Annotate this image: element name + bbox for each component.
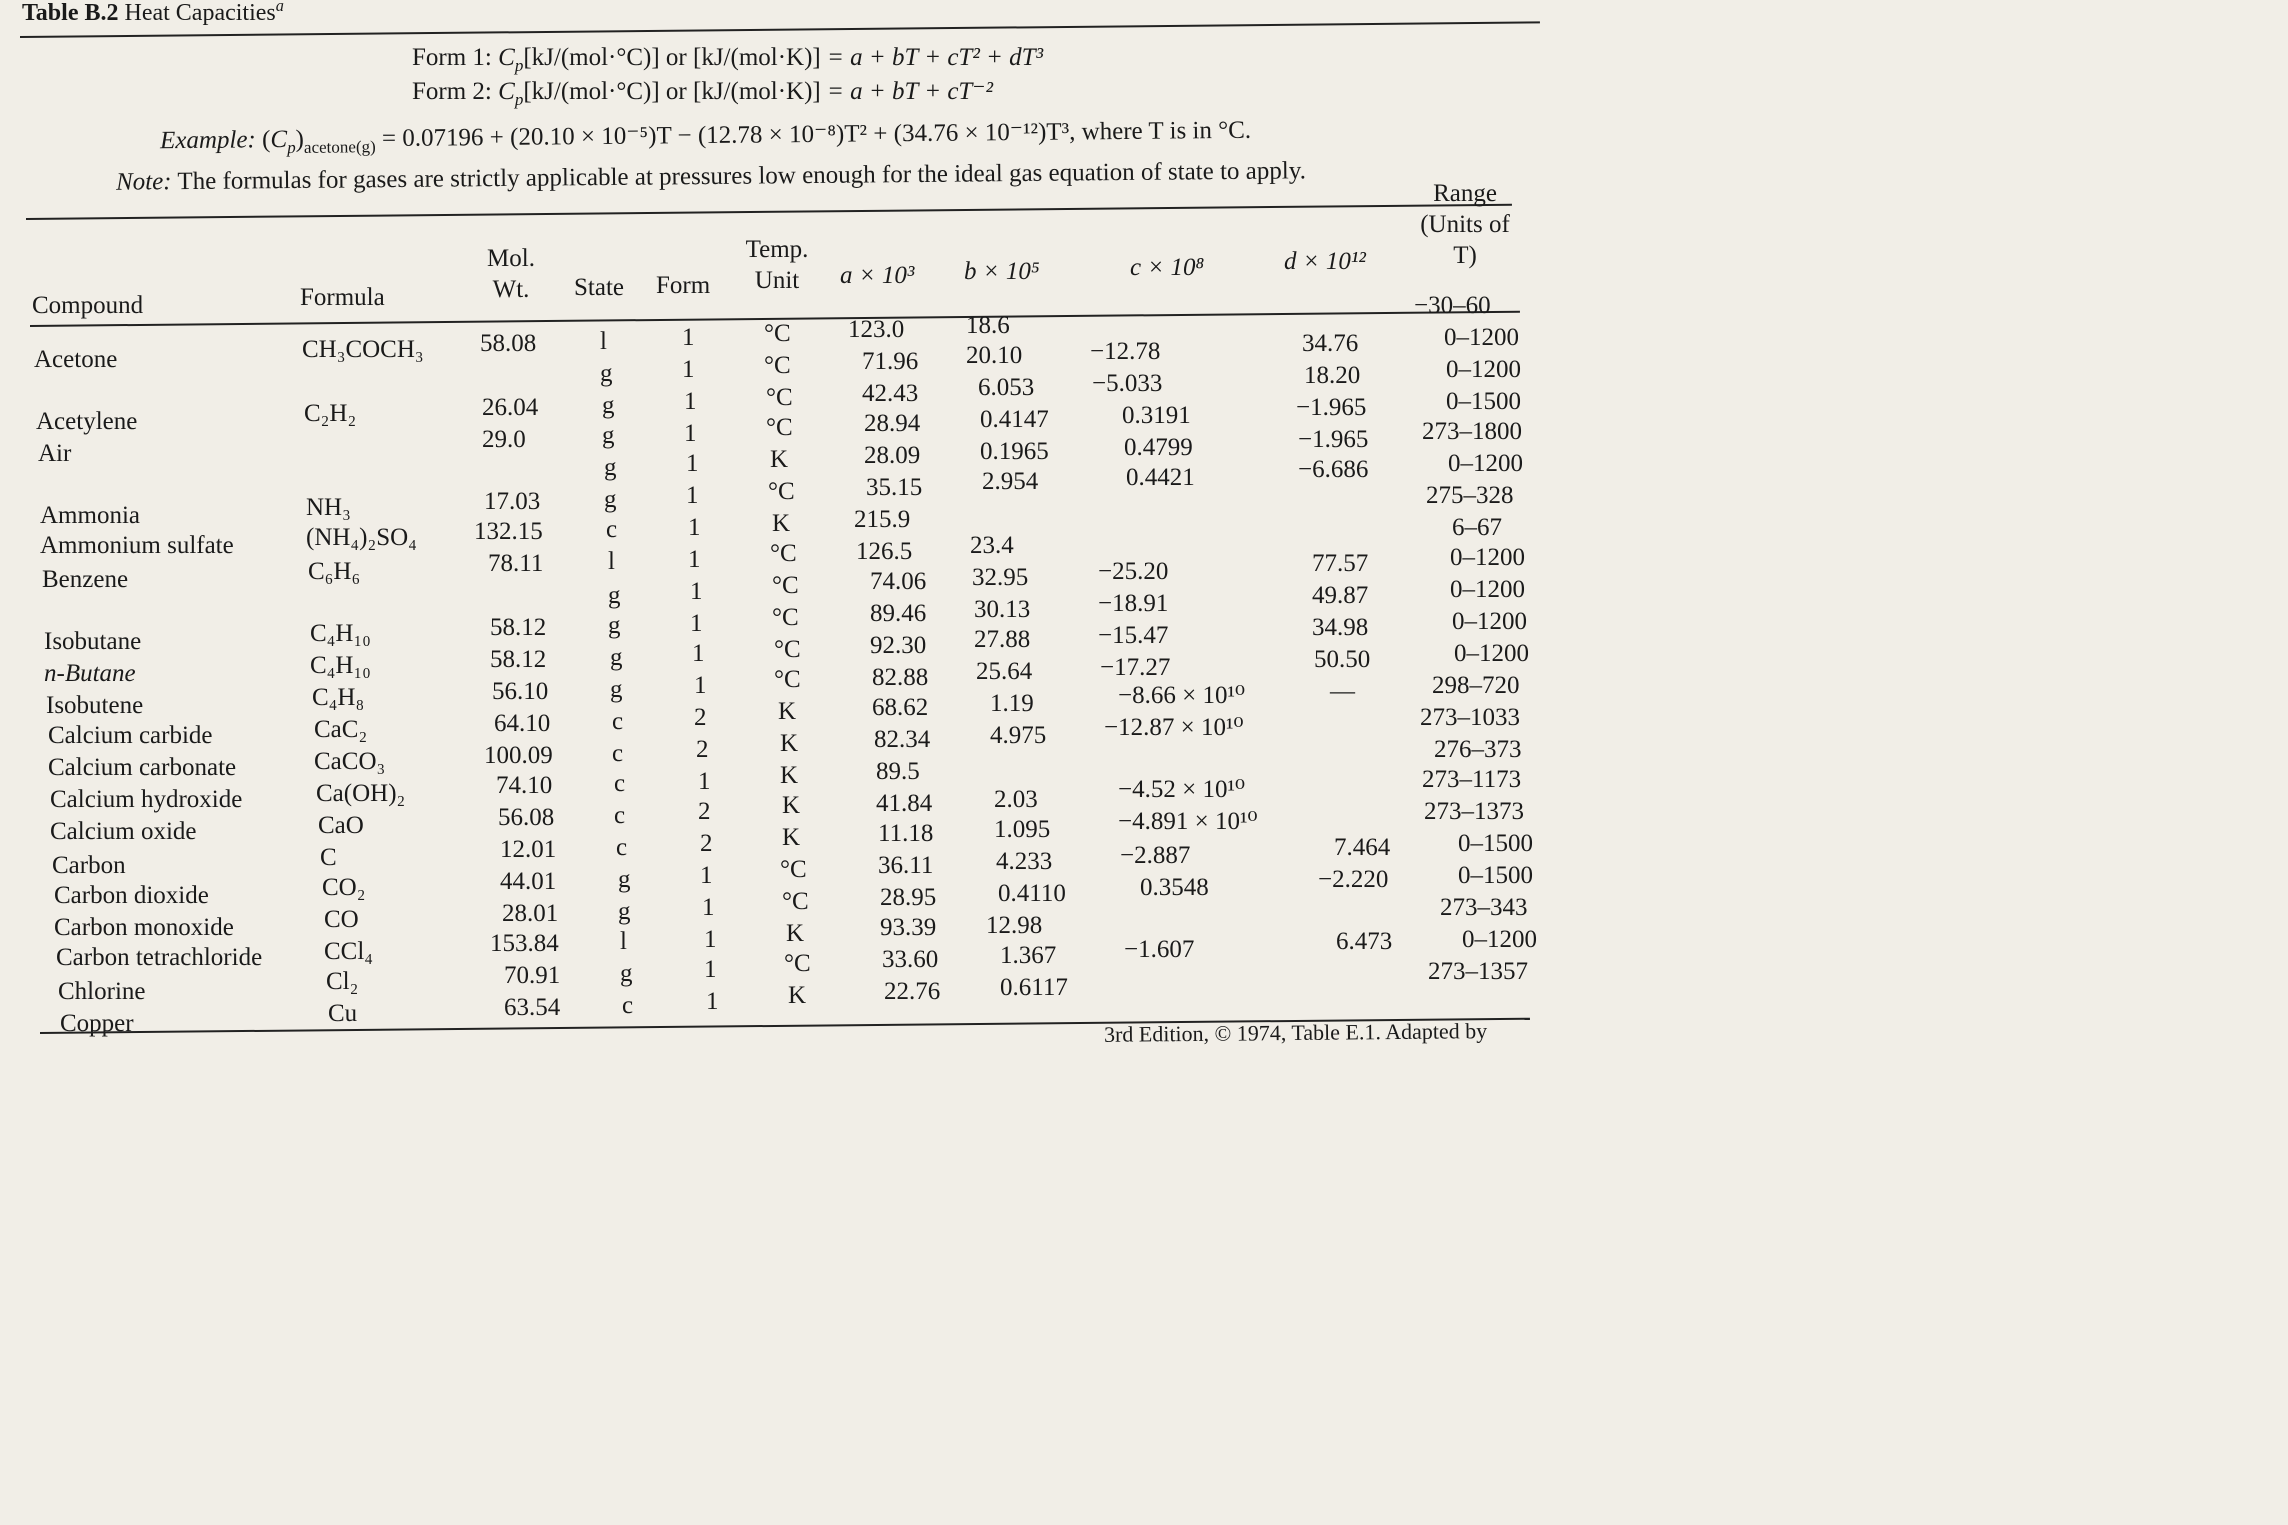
state-cell: c bbox=[616, 834, 628, 861]
compound-name: Calcium carbide bbox=[48, 722, 213, 749]
a-cell: 71.96 bbox=[862, 348, 919, 375]
form-cell: 2 bbox=[694, 704, 707, 731]
temp-unit-cell: K bbox=[786, 920, 805, 947]
compound-name: Carbon bbox=[52, 852, 126, 879]
a-cell: 22.76 bbox=[884, 978, 941, 1005]
range-cell: 0–1200 bbox=[1452, 608, 1527, 635]
c-cell: 0.4799 bbox=[1124, 434, 1193, 461]
state-cell: g bbox=[618, 866, 631, 893]
range-cell: 6–67 bbox=[1452, 514, 1502, 541]
b-cell: 4.975 bbox=[990, 722, 1047, 749]
molwt-cell: 28.01 bbox=[502, 900, 559, 927]
b-cell: 0.1965 bbox=[980, 438, 1049, 465]
state-cell: g bbox=[610, 676, 623, 703]
form1-label: Form 1: bbox=[412, 44, 492, 71]
d-cell: 77.57 bbox=[1312, 550, 1369, 577]
formula-cell: CaCO₃ bbox=[314, 748, 386, 775]
form2-label: Form 2: bbox=[412, 78, 492, 105]
temp-unit-cell: °C bbox=[772, 604, 799, 631]
compound-name: Air bbox=[38, 440, 72, 467]
c-cell: −25.20 bbox=[1098, 558, 1169, 585]
temp-unit-cell: °C bbox=[780, 856, 807, 883]
formula-cell: CO bbox=[324, 906, 359, 933]
state-cell: g bbox=[618, 898, 631, 925]
c-cell: −12.78 bbox=[1090, 338, 1161, 365]
range-cell: 298–720 bbox=[1432, 672, 1520, 699]
form1-line: Form 1: $C_p[kJ/(mol\cdot^\circ C)]$ or [kJ/(mol·K)] = a + bT + cT² + dT³ bbox=[412, 44, 1044, 75]
formula-cell: C₂H₂ bbox=[304, 400, 357, 427]
c-cell: 0.3191 bbox=[1122, 402, 1191, 429]
form-cell: 1 bbox=[700, 862, 713, 889]
molwt-cell: 74.10 bbox=[496, 772, 553, 799]
header-c: c × 10⁸ bbox=[1130, 254, 1205, 281]
example-line: Example: $(C_p)_{acetone(g)} = 0.07196 + (20.10 \times 10^{-5})T - (12.78 \times 10^{-8})T^2 + (34.76 \times 10^{-12})T^3$, where T is in °C. bbox=[159, 116, 1252, 158]
form-cell: 1 bbox=[686, 482, 699, 509]
compound-name: Acetone bbox=[34, 346, 118, 373]
temp-unit-cell: K bbox=[782, 824, 801, 851]
compound-name: Isobutane bbox=[44, 628, 142, 655]
temp-unit-cell: °C bbox=[766, 384, 793, 411]
range-cell: 273–1800 bbox=[1422, 418, 1522, 445]
c-cell: −18.91 bbox=[1098, 590, 1169, 617]
formula-cell: C₄H₁₀ bbox=[310, 652, 371, 679]
table-title: Heat Capacities bbox=[124, 0, 276, 26]
molwt-cell: 12.01 bbox=[500, 836, 557, 863]
d-cell: 18.20 bbox=[1304, 362, 1361, 389]
form-cell: 1 bbox=[688, 546, 701, 573]
compound-name: Calcium hydroxide bbox=[50, 786, 243, 813]
state-cell: c bbox=[614, 802, 626, 829]
compound-name: Copper bbox=[60, 1010, 134, 1037]
temp-unit-cell: °C bbox=[770, 540, 797, 567]
b-cell: 4.233 bbox=[996, 848, 1053, 875]
state-cell: g bbox=[604, 454, 617, 481]
c-cell: −4.52 × 10¹⁰ bbox=[1118, 776, 1245, 803]
example-label: Example: bbox=[159, 126, 256, 155]
state-cell: g bbox=[620, 960, 633, 987]
range-cell: 0–1200 bbox=[1448, 450, 1523, 477]
range-cell: 273–1373 bbox=[1424, 798, 1524, 825]
header-top-rule bbox=[26, 204, 1512, 220]
state-cell: c bbox=[622, 992, 634, 1019]
d-cell: 7.464 bbox=[1334, 834, 1391, 861]
state-cell: g bbox=[608, 582, 621, 609]
formula-cell: Ca(OH)₂ bbox=[316, 780, 406, 807]
b-cell: 1.19 bbox=[990, 690, 1034, 717]
range-cell: 0–1200 bbox=[1462, 926, 1537, 953]
d-cell: 49.87 bbox=[1312, 582, 1369, 609]
range-cell: 0–1200 bbox=[1444, 324, 1519, 351]
d-cell: −2.220 bbox=[1318, 866, 1389, 893]
a-cell: 82.88 bbox=[872, 664, 929, 691]
b-cell: 32.95 bbox=[972, 564, 1029, 591]
form1-units: [kJ/(mol·°C)] or [kJ/(mol·K)] bbox=[523, 44, 821, 71]
formula-cell: C₆H₆ bbox=[308, 558, 361, 585]
form-cell: 1 bbox=[682, 324, 695, 351]
form-cell: 1 bbox=[684, 420, 697, 447]
a-cell: 28.09 bbox=[864, 442, 921, 469]
temp-unit-cell: °C bbox=[772, 572, 799, 599]
molwt-cell: 58.12 bbox=[490, 614, 547, 641]
compound-name: Ammonium sulfate bbox=[40, 532, 234, 559]
a-cell: 126.5 bbox=[856, 538, 913, 565]
temp-unit-cell: K bbox=[770, 446, 789, 473]
formula-cell: C₄H₈ bbox=[312, 684, 365, 711]
compound-name: Chlorine bbox=[58, 978, 146, 1005]
form-cell: 1 bbox=[704, 956, 717, 983]
temp-unit-cell: °C bbox=[782, 888, 809, 915]
temp-unit-cell: °C bbox=[764, 320, 791, 347]
b-cell: 2.03 bbox=[994, 786, 1038, 813]
a-cell: 74.06 bbox=[870, 568, 927, 595]
a-cell: 215.9 bbox=[854, 506, 911, 533]
a-cell: 93.39 bbox=[880, 914, 937, 941]
molwt-cell: 58.08 bbox=[480, 330, 537, 357]
b-cell: 0.6117 bbox=[1000, 974, 1068, 1001]
state-cell: l bbox=[608, 548, 615, 575]
compound-name: Isobutene bbox=[46, 692, 144, 719]
a-cell: 82.34 bbox=[874, 726, 931, 753]
d-cell: 6.473 bbox=[1336, 928, 1393, 955]
state-cell: c bbox=[612, 708, 624, 735]
c-cell: −15.47 bbox=[1098, 622, 1169, 649]
header-molwt: Mol. Wt. bbox=[487, 245, 535, 303]
temp-unit-cell: °C bbox=[774, 666, 801, 693]
b-cell: 20.10 bbox=[966, 342, 1023, 369]
state-cell: g bbox=[600, 360, 613, 387]
a-cell: 41.84 bbox=[876, 790, 933, 817]
b-cell: 25.64 bbox=[976, 658, 1033, 685]
b-cell: 12.98 bbox=[986, 912, 1043, 939]
molwt-cell: 44.01 bbox=[500, 868, 557, 895]
compound-name: Carbon tetrachloride bbox=[56, 944, 263, 971]
form-cell: 1 bbox=[694, 672, 707, 699]
temp-unit-cell: K bbox=[782, 792, 801, 819]
temp-unit-cell: K bbox=[780, 762, 799, 789]
molwt-cell: 70.91 bbox=[504, 962, 561, 989]
d-cell: — bbox=[1330, 678, 1355, 705]
molwt-cell: 132.15 bbox=[474, 518, 543, 545]
c-cell: −12.87 × 10¹⁰ bbox=[1104, 714, 1244, 741]
formula-cell: Cl₂ bbox=[326, 968, 359, 995]
range-cell: 273–1033 bbox=[1420, 704, 1520, 731]
form-cell: 1 bbox=[684, 388, 697, 415]
form-cell: 2 bbox=[696, 736, 709, 763]
range-cell: −30–60 bbox=[1414, 292, 1491, 319]
molwt-cell: 56.08 bbox=[498, 804, 555, 831]
molwt-cell: 78.11 bbox=[488, 550, 544, 577]
b-cell: 0.4110 bbox=[998, 880, 1066, 907]
range-cell: 0–1200 bbox=[1450, 544, 1525, 571]
c-cell: −8.66 × 10¹⁰ bbox=[1118, 682, 1245, 709]
a-cell: 89.46 bbox=[870, 600, 927, 627]
a-cell: 11.18 bbox=[878, 820, 934, 847]
state-cell: c bbox=[606, 516, 618, 543]
molwt-cell: 64.10 bbox=[494, 710, 551, 737]
a-cell: 92.30 bbox=[870, 632, 927, 659]
b-cell: 2.954 bbox=[982, 468, 1039, 495]
state-cell: l bbox=[600, 328, 607, 355]
range-cell: 275–328 bbox=[1426, 482, 1514, 509]
note-label: Note: bbox=[115, 168, 172, 196]
header-d: d × 10¹² bbox=[1284, 248, 1366, 275]
formula-cell: NH₃ bbox=[306, 494, 351, 521]
form-cell: 1 bbox=[688, 514, 701, 541]
header-a: a × 10³ bbox=[840, 262, 915, 289]
range-cell: 0–1500 bbox=[1458, 830, 1533, 857]
form-cell: 2 bbox=[698, 798, 711, 825]
molwt-cell: 153.84 bbox=[490, 930, 559, 957]
a-cell: 89.5 bbox=[876, 758, 920, 785]
form-cell: 2 bbox=[700, 830, 713, 857]
molwt-cell: 63.54 bbox=[504, 994, 561, 1021]
header-compound: Compound bbox=[32, 292, 144, 319]
d-cell: 34.98 bbox=[1312, 614, 1369, 641]
molwt-cell: 58.12 bbox=[490, 646, 547, 673]
d-cell: −1.965 bbox=[1296, 394, 1367, 421]
temp-unit-cell: °C bbox=[766, 414, 793, 441]
a-cell: 123.0 bbox=[848, 316, 905, 343]
temp-unit-cell: K bbox=[780, 730, 799, 757]
formula-cell: CaO bbox=[318, 812, 364, 839]
molwt-cell: 26.04 bbox=[482, 394, 539, 421]
compound-name: Benzene bbox=[42, 566, 129, 593]
formula-cell: CCl₄ bbox=[324, 938, 374, 965]
temp-unit-cell: °C bbox=[768, 478, 795, 505]
table-label: Table B.2 bbox=[22, 0, 119, 26]
form-cell: 1 bbox=[690, 610, 703, 637]
range-cell: 273–1173 bbox=[1422, 766, 1522, 793]
b-cell: 27.88 bbox=[974, 626, 1031, 653]
temp-unit-cell: °C bbox=[764, 352, 791, 379]
state-cell: g bbox=[610, 644, 623, 671]
b-cell: 6.053 bbox=[978, 374, 1035, 401]
table-title-footnote-mark: a bbox=[275, 0, 284, 15]
state-cell: g bbox=[602, 422, 615, 449]
molwt-cell: 56.10 bbox=[492, 678, 549, 705]
form-cell: 1 bbox=[706, 988, 719, 1015]
compound-name: Calcium carbonate bbox=[48, 754, 237, 781]
formula-cell: CH₃COCH₃ bbox=[302, 336, 424, 363]
c-cell: −5.033 bbox=[1092, 370, 1163, 397]
table-caption bbox=[22, 0, 284, 27]
d-cell: 50.50 bbox=[1314, 646, 1371, 673]
footnote-text: 3rd Edition, © 1974, Table E.1. Adapted by bbox=[1103, 1018, 1488, 1047]
state-cell: c bbox=[614, 770, 626, 797]
compound-name: Carbon dioxide bbox=[54, 882, 209, 909]
c-cell: 0.3548 bbox=[1140, 874, 1209, 901]
a-cell: 33.60 bbox=[882, 946, 939, 973]
example-text: = 0.07196 + (20.10 × 10⁻⁵)T − (12.78 × 10⁻⁸)T² + (34.76 × 10⁻¹²)T³, where T is in °C. bbox=[381, 116, 1252, 153]
c-cell: −4.891 × 10¹⁰ bbox=[1118, 808, 1258, 835]
state-cell: l bbox=[620, 928, 627, 955]
temp-unit-cell: K bbox=[788, 982, 807, 1009]
range-cell: 0–1500 bbox=[1458, 862, 1533, 889]
b-cell: 18.6 bbox=[966, 312, 1010, 339]
compound-name: Calcium oxide bbox=[50, 818, 197, 845]
range-cell: 0–1500 bbox=[1446, 388, 1521, 415]
range-cell: 276–373 bbox=[1434, 736, 1522, 763]
header-state: State bbox=[574, 274, 624, 301]
header-form: Form bbox=[656, 272, 711, 299]
d-cell: −6.686 bbox=[1298, 456, 1369, 483]
a-cell: 36.11 bbox=[878, 852, 934, 879]
state-cell: g bbox=[604, 486, 617, 513]
b-cell: 23.4 bbox=[970, 532, 1014, 559]
b-cell: 30.13 bbox=[974, 596, 1031, 623]
formula-cell: CaC₂ bbox=[314, 716, 368, 743]
header-b: b × 10⁵ bbox=[964, 258, 1040, 285]
state-cell: c bbox=[612, 740, 624, 767]
molwt-cell: 100.09 bbox=[484, 742, 553, 769]
c-cell: 0.4421 bbox=[1126, 464, 1195, 491]
note-text: The formulas for gases are strictly applicable at pressures low enough for the ideal gas equation of state to apply. bbox=[177, 157, 1307, 196]
c-cell: −17.27 bbox=[1100, 654, 1171, 681]
temp-unit-cell: K bbox=[772, 510, 791, 537]
c-cell: −1.607 bbox=[1124, 936, 1195, 963]
form2-line: Form 2: $C_p[kJ/(mol\cdot^\circ C)]$ or [kJ/(mol·K)] = a + bT + cT⁻² bbox=[412, 78, 994, 109]
note-line bbox=[116, 157, 1306, 196]
formula-cell: Cu bbox=[328, 1000, 358, 1027]
c-cell: −2.887 bbox=[1120, 842, 1191, 869]
form-cell: 1 bbox=[686, 450, 699, 477]
d-cell: 34.76 bbox=[1302, 330, 1359, 357]
formula-cell: C₄H₁₀ bbox=[310, 620, 371, 647]
header-range: Range (Units of T) bbox=[1420, 180, 1510, 269]
form2-rhs: = a + bT + cT⁻² bbox=[827, 78, 994, 105]
compound-name: n-Butane bbox=[44, 660, 136, 687]
form-cell: 1 bbox=[690, 578, 703, 605]
header-temp-unit: Temp. Unit bbox=[745, 236, 809, 294]
a-cell: 68.62 bbox=[872, 694, 929, 721]
range-cell: 273–343 bbox=[1440, 894, 1528, 921]
molwt-cell: 17.03 bbox=[484, 488, 541, 515]
temp-unit-cell: °C bbox=[774, 636, 801, 663]
range-cell: 273–1357 bbox=[1428, 958, 1528, 985]
form1-rhs: = a + bT + cT² + dT³ bbox=[827, 44, 1044, 71]
a-cell: 35.15 bbox=[866, 474, 923, 501]
temp-unit-cell: K bbox=[778, 698, 797, 725]
range-cell: 0–1200 bbox=[1454, 640, 1529, 667]
form-cell: 1 bbox=[692, 640, 705, 667]
form-cell: 1 bbox=[702, 894, 715, 921]
compound-name: Carbon monoxide bbox=[54, 914, 234, 941]
formula-cell: (NH₄)₂SO₄ bbox=[306, 524, 417, 551]
b-cell: 1.095 bbox=[994, 816, 1051, 843]
formula-cell: CO₂ bbox=[322, 874, 366, 901]
range-cell: 0–1200 bbox=[1446, 356, 1521, 383]
state-cell: g bbox=[602, 392, 615, 419]
b-cell: 0.4147 bbox=[980, 406, 1049, 433]
a-cell: 28.94 bbox=[864, 410, 921, 437]
form-cell: 1 bbox=[698, 768, 711, 795]
a-cell: 42.43 bbox=[862, 380, 919, 407]
form2-units: [kJ/(mol·°C)] or [kJ/(mol·K)] bbox=[523, 78, 821, 105]
formula-cell: C bbox=[320, 844, 337, 871]
header-formula: Formula bbox=[300, 284, 385, 311]
molwt-cell: 29.0 bbox=[482, 426, 526, 453]
b-cell: 1.367 bbox=[1000, 942, 1057, 969]
temp-unit-cell: °C bbox=[784, 950, 811, 977]
compound-name: Acetylene bbox=[36, 408, 138, 435]
form-cell: 1 bbox=[682, 356, 695, 383]
compound-name: Ammonia bbox=[40, 502, 140, 529]
a-cell: 28.95 bbox=[880, 884, 937, 911]
range-cell: 0–1200 bbox=[1450, 576, 1525, 603]
example-subject: acetone(g) bbox=[303, 137, 376, 157]
state-cell: g bbox=[608, 612, 621, 639]
d-cell: −1.965 bbox=[1298, 426, 1369, 453]
form-cell: 1 bbox=[704, 926, 717, 953]
